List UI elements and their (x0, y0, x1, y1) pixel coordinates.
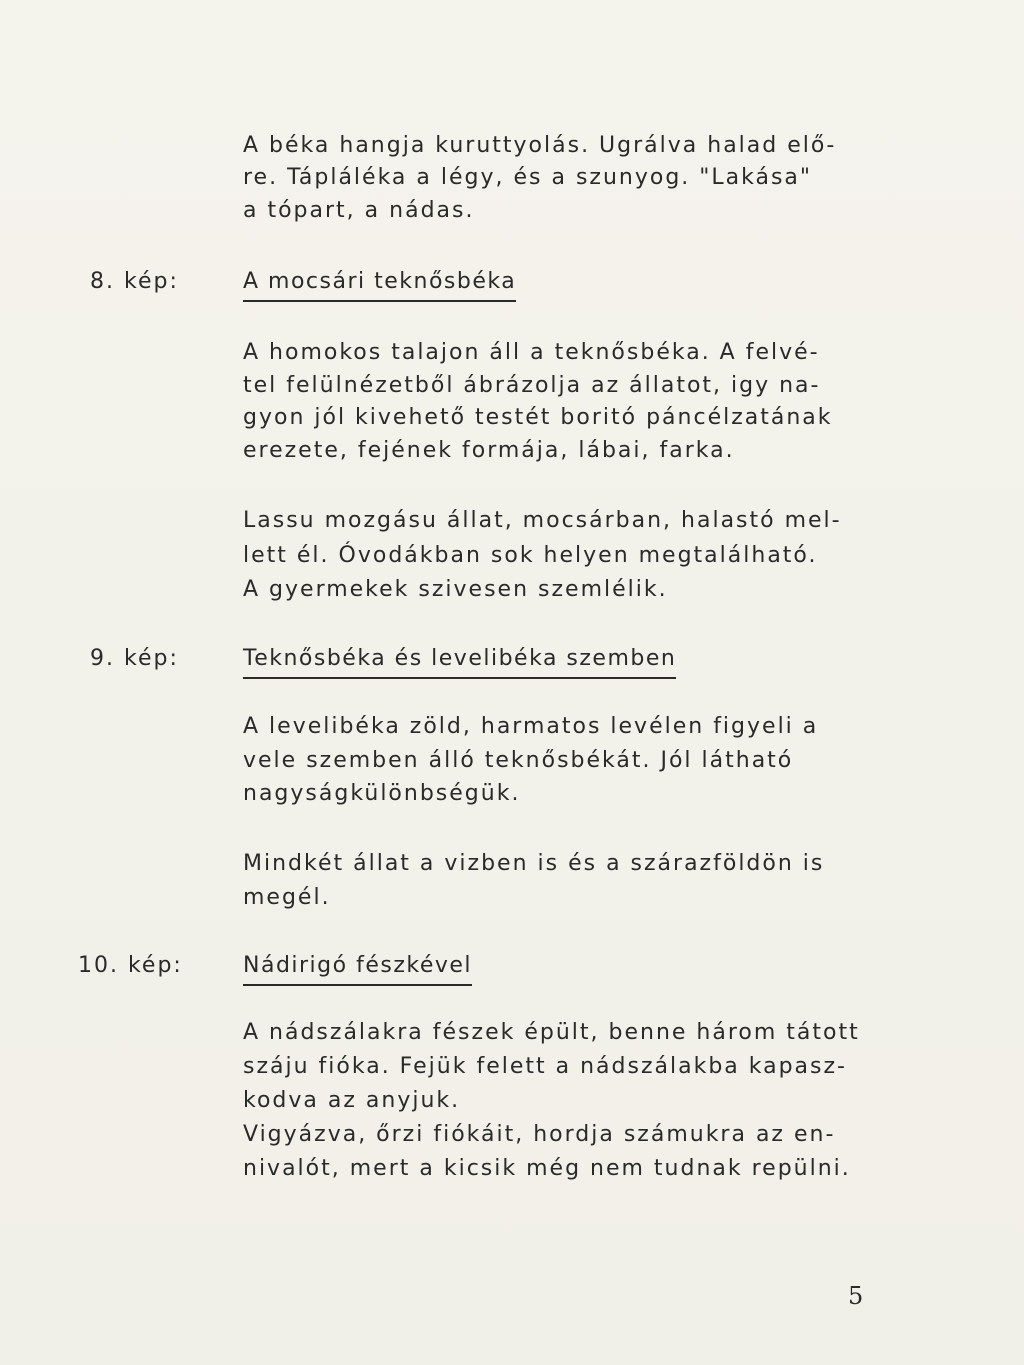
paragraph-line: nagyságkülönbségük. (243, 781, 521, 806)
paragraph-line: kodva az anyjuk. (243, 1088, 461, 1113)
page-number: 5 (848, 1282, 864, 1310)
paragraph-line: A homokos talajon áll a teknősbéka. A felvé- (243, 340, 820, 365)
intro-line: re. Tápláléka a légy, és a szunyog. "Lakása" (243, 165, 813, 190)
paragraph-line: A gyermekek szivesen szemlélik. (243, 577, 668, 602)
paragraph-line: erezete, fejének formája, lábai, farka. (243, 438, 735, 463)
section-title: A mocsári teknősbéka (243, 266, 516, 302)
section-label: 9. kép: (90, 646, 179, 671)
paragraph-line: lett él. Óvodákban sok helyen megtalálható. (243, 543, 818, 568)
section-title: Nádirigó fészkével (243, 950, 472, 986)
paragraph-line: száju fióka. Fejük felett a nádszálakba kapasz- (243, 1054, 847, 1079)
paragraph-line: Mindkét állat a vizben is és a szárazföldön is (243, 851, 825, 876)
paragraph-line: nivalót, mert a kicsik még nem tudnak repülni. (243, 1156, 851, 1181)
section-label: 8. kép: (90, 269, 179, 294)
section-label: 10. kép: (78, 953, 183, 978)
paragraph-line: Vigyázva, őrzi fiókáit, hordja számukra az en- (243, 1122, 836, 1147)
paragraph-line: vele szemben álló teknősbékát. Jól látható (243, 748, 794, 773)
intro-line: a tópart, a nádas. (243, 198, 475, 223)
paragraph-line: tel felülnézetből ábrázolja az állatot, igy na- (243, 373, 821, 398)
intro-line: A béka hangja kuruttyolás. Ugrálva halad elő- (243, 133, 837, 158)
section-title: Teknősbéka és levelibéka szemben (243, 643, 676, 679)
paragraph-line: Lassu mozgásu állat, mocsárban, halastó mel- (243, 508, 842, 533)
paragraph-line: A nádszálakra fészek épült, benne három tátott (243, 1020, 860, 1045)
paragraph-line: gyon jól kivehető testét boritó páncélzatának (243, 405, 833, 430)
paragraph-line: megél. (243, 885, 331, 910)
paragraph-line: A levelibéka zöld, harmatos levélen figyeli a (243, 714, 819, 739)
